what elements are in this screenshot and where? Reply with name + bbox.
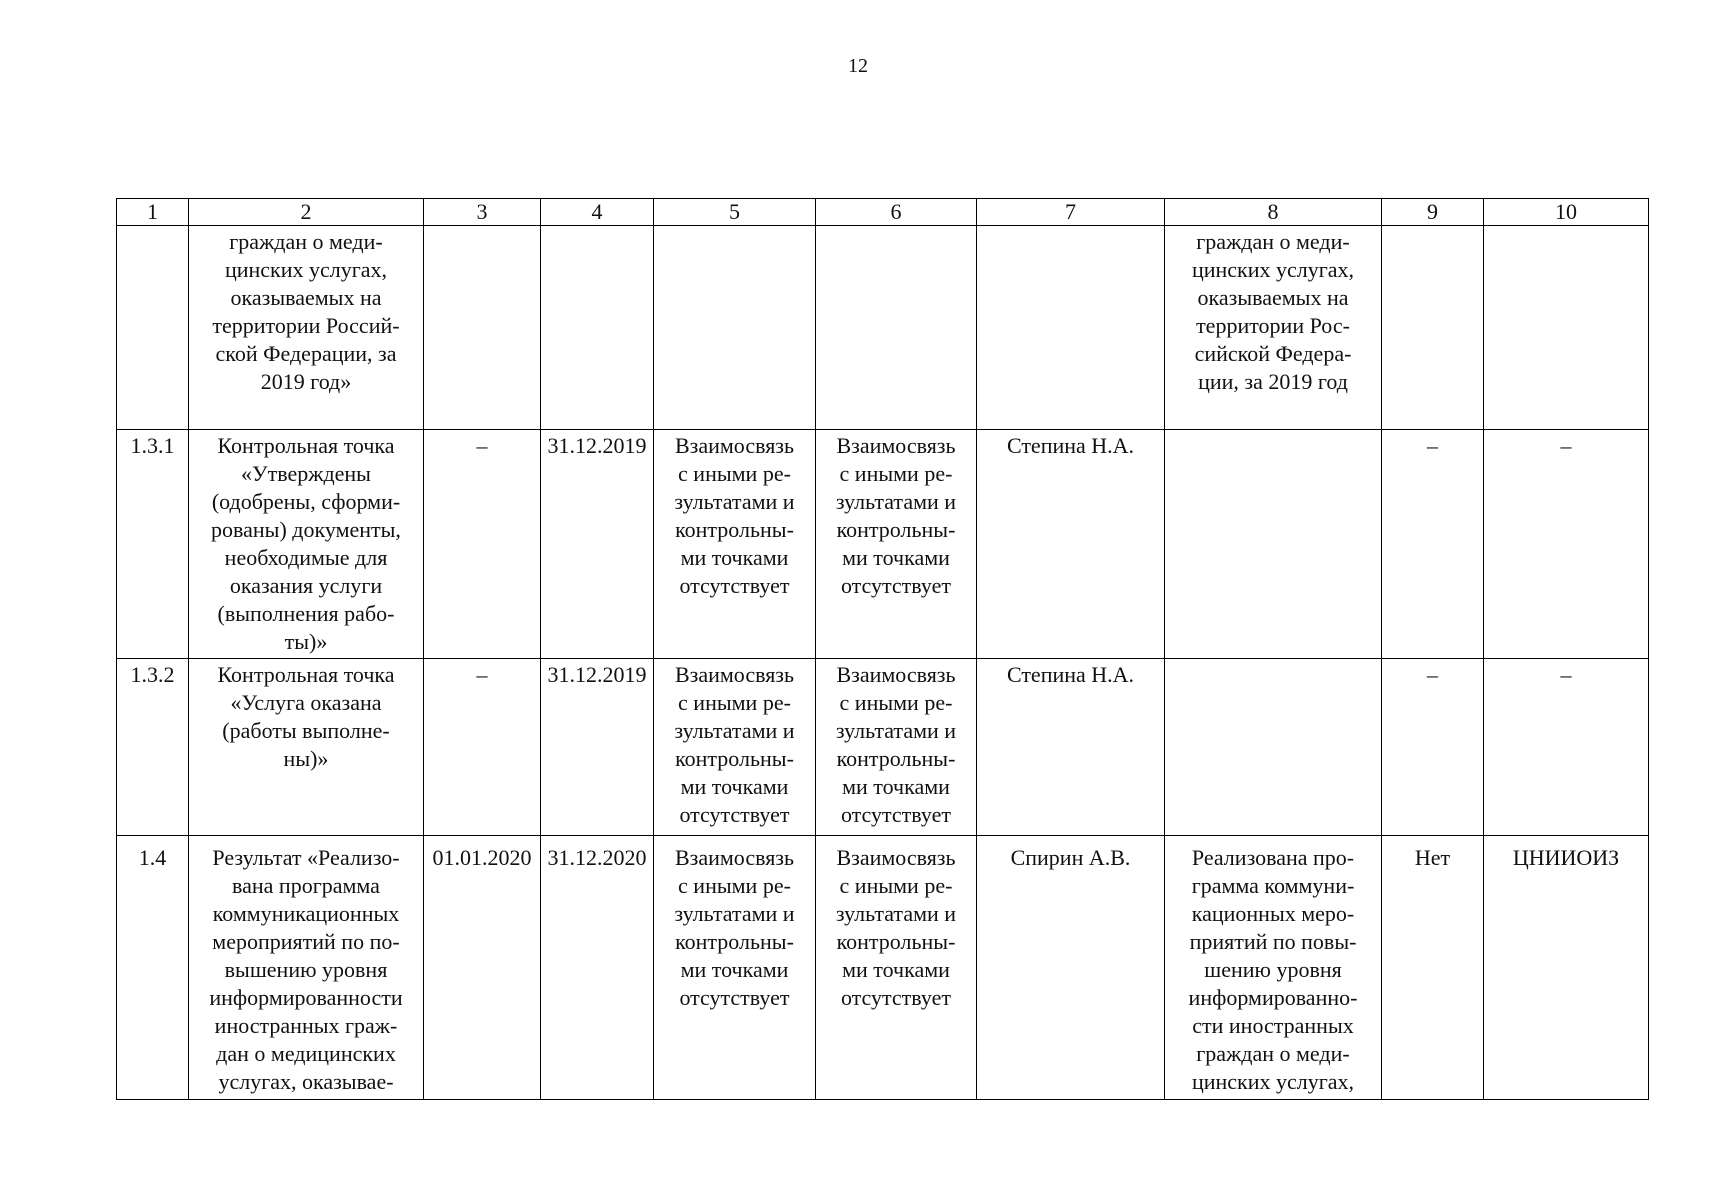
table-row (117, 226, 1649, 430)
table-cell-start-date: – (424, 659, 541, 836)
table-cell-end-date (541, 226, 654, 430)
table-cell-start-date: 01.01.2020 (424, 836, 541, 1100)
table-cell-responsible: Спирин А.В. (977, 836, 1165, 1100)
table-cell-responsible: Степина Н.А. (977, 659, 1165, 836)
table-cell-number: 1.3.2 (117, 659, 189, 836)
column-header: 10 (1484, 199, 1649, 226)
table-cell-predecessors: Взаимосвязь с иными ре- зультатами и контрольны- ми точками отсутствует (654, 836, 816, 1100)
table-cell-name: Контрольная точка «Утверждены (одобрены, сформи- рованы) документы, необходимые для оказания услуги (выполнения рабо- ты)» (189, 430, 424, 659)
table-cell-col9 (1382, 226, 1484, 430)
table-cell-predecessors (654, 226, 816, 430)
table-cell-col10: ЦНИИОИЗ (1484, 836, 1649, 1100)
table-cell-result (1165, 430, 1382, 659)
table-cell-col10: – (1484, 430, 1649, 659)
column-header: 8 (1165, 199, 1382, 226)
page-number: 12 (848, 55, 868, 77)
table-cell-successors: Взаимосвязь с иными ре- зультатами и контрольны- ми точками отсутствует (816, 430, 977, 659)
table-cell-name: граждан о меди- цинских услугах, оказываемых на территории Россий- ской Федерации, за 2019 год» (189, 226, 424, 430)
table-cell-result (1165, 659, 1382, 836)
table-cell-predecessors: Взаимосвязь с иными ре- зультатами и контрольны- ми точками отсутствует (654, 430, 816, 659)
table-cell-name: Результат «Реализо- вана программа коммуникационных мероприятий по по- вышению уровня информированности иностранных граж- дан о медицинских услугах, оказывае- (189, 836, 424, 1100)
table-cell-result: граждан о меди- цинских услугах, оказываемых на территории Рос- сийской Федера- ции, за 2019 год (1165, 226, 1382, 430)
table-cell-number (117, 226, 189, 430)
header-row (117, 199, 1649, 226)
table-cell-end-date: 31.12.2020 (541, 836, 654, 1100)
table-cell-number: 1.3.1 (117, 430, 189, 659)
table-row (117, 430, 1649, 659)
table-cell-start-date: – (424, 430, 541, 659)
column-header: 9 (1382, 199, 1484, 226)
column-header: 5 (654, 199, 816, 226)
table-cell-successors: Взаимосвязь с иными ре- зультатами и контрольны- ми точками отсутствует (816, 836, 977, 1100)
plan-table (116, 198, 1649, 1100)
table-cell-number: 1.4 (117, 836, 189, 1100)
column-header: 7 (977, 199, 1165, 226)
table-cell-col9: – (1382, 659, 1484, 836)
column-header: 6 (816, 199, 977, 226)
table-cell-end-date: 31.12.2019 (541, 430, 654, 659)
table-cell-successors (816, 226, 977, 430)
table-cell-responsible (977, 226, 1165, 430)
table-cell-result: Реализована про- грамма коммуни- кационных меро- приятий по повы- шению уровня информированно- сти иностранных граждан о меди- цинских услугах, (1165, 836, 1382, 1100)
table-cell-col10: – (1484, 659, 1649, 836)
table-cell-predecessors: Взаимосвязь с иными ре- зультатами и контрольны- ми точками отсутствует (654, 659, 816, 836)
column-header: 1 (117, 199, 189, 226)
column-header: 3 (424, 199, 541, 226)
column-header: 2 (189, 199, 424, 226)
table-cell-start-date (424, 226, 541, 430)
column-header: 4 (541, 199, 654, 226)
table-cell-successors: Взаимосвязь с иными ре- зультатами и контрольны- ми точками отсутствует (816, 659, 977, 836)
table-cell-col9: Нет (1382, 836, 1484, 1100)
table-cell-responsible: Степина Н.А. (977, 430, 1165, 659)
table-row (117, 659, 1649, 836)
table-cell-end-date: 31.12.2019 (541, 659, 654, 836)
table-cell-col10 (1484, 226, 1649, 430)
table-cell-col9: – (1382, 430, 1484, 659)
table-cell-name: Контрольная точка «Услуга оказана (работы выполне- ны)» (189, 659, 424, 836)
table-row (117, 836, 1649, 1100)
